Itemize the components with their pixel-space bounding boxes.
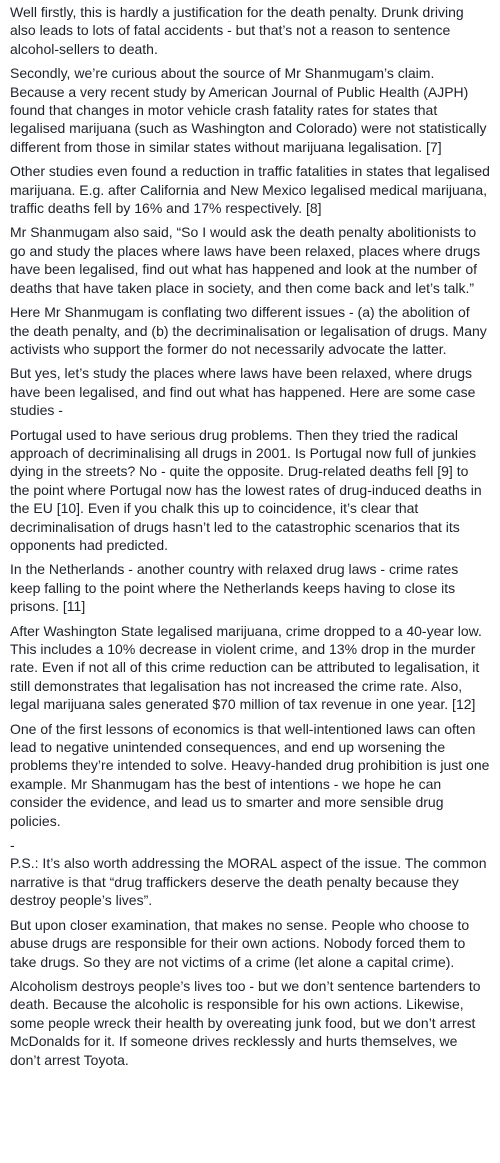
paragraph-closer-examination: But upon closer examination, that makes no sense. People who choose to abuse drugs are responsible for their own actions. Nobody forced them to take drugs. So they are not victims of a crime (let alone a capital crime). xyxy=(10,916,470,970)
paragraph-economics: One of the first lessons of economics is that well-intentioned laws can often lead to negative unintended consequences, and end up worsening the problems they’re intended to solve. Heavy-handed drug prohibition is just one example. Mr Shanmugam has the best of intentions - we hope he can consider the evidence, and lead us to smarter and more sensible drug policies. xyxy=(10,720,490,829)
paragraph-alcoholism: Alcoholism destroys people’s lives too - but we don’t sentence bartenders to death. Because the alcoholic is responsible for his own actions. Likewise, some people wreck their health by overeating junk food, but we don’t arrest McDonalds for it. If someone drives recklessly and hurts themselves, we don’t arrest Toyota. xyxy=(10,977,481,1068)
paragraph-shanmugam-quote: Mr Shanmugam also said, “So I would ask the death penalty abolitionists to go and study the places where laws have been relaxed, places where drugs have been legalised, find out what has happened and look at the number of deaths that have taken place in society, and then come back and let’s talk.” xyxy=(10,224,481,296)
paragraph-case-studies-intro: But yes, let’s study the places where laws have been relaxed, where drugs have been legalised, and find out what has happened. Here are some case studies - xyxy=(10,365,476,419)
paragraph-ajph-study: Secondly, we’re curious about the source of Mr Shanmugam’s claim. Because a very recent study by American Journal of Public Health (AJPH) found that changes in motor vehicle crash fatality rates for states that legalised marijuana (such as Washington and Colorado) were not statistically different from those in similar states without marijuana legalisation. [7] xyxy=(10,65,487,155)
paragraph-conflating-issues: Here Mr Shanmugam is conflating two different issues - (a) the abolition of the death penalty, and (b) the decriminalisation or legalisation of drugs. Many activists who support the former do not necessarily advocate the latter. xyxy=(10,304,487,357)
paragraph-washington: After Washington State legalised marijuana, crime dropped to a 40-year low. This includes a 10% decrease in violent crime, and 13% drop in the murder rate. Even if not all of this crime reduction can be attributed to legalisation, it still demonstrates that legalisation has not increased the crime rate. Also, legal marijuana sales generated $70 million of tax revenue in one year. [12] xyxy=(10,622,482,713)
paragraph-traffic-fatalities: Other studies even found a reduction in traffic fatalities in states that legalised marijuana. E.g. after California and New Mexico legalised medical marijuana, traffic deaths fell by 16% and 17% respectively. [8] xyxy=(10,163,490,217)
paragraph-drunk-driving: Well firstly, this is hardly a justification for the death penalty. Drunk driving also leads to lots of fatal accidents - but that’s not a reason to sentence alcohol-sellers to death. xyxy=(10,4,464,57)
separator-dash: - xyxy=(10,837,15,854)
paragraph-netherlands: In the Netherlands - another country with relaxed drug laws - crime rates keep falling to the point where the Netherlands keeps having to close its prisons. [11] xyxy=(10,561,459,615)
paragraph-portugal: Portugal used to have serious drug problems. Then they tried the radical approach of decriminalising all drugs in 2001. Is Portugal now full of junkies dying in the streets? No - quite the opposite. Drug-related deaths fell [9] to the point where Portugal now has the lowest rates of drug-induced deaths in the EU [10]. Even if you chalk this up to coincidence, it’s clear that decriminalisation of drugs hasn’t led to the catastrophic scenarios that its opponents had predicted. xyxy=(10,426,482,553)
paragraph-ps-moral: P.S.: It’s also worth addressing the MORAL aspect of the issue. The common narrative is that “drug traffickers deserve the death penalty because they destroy people’s lives”. xyxy=(10,855,487,909)
